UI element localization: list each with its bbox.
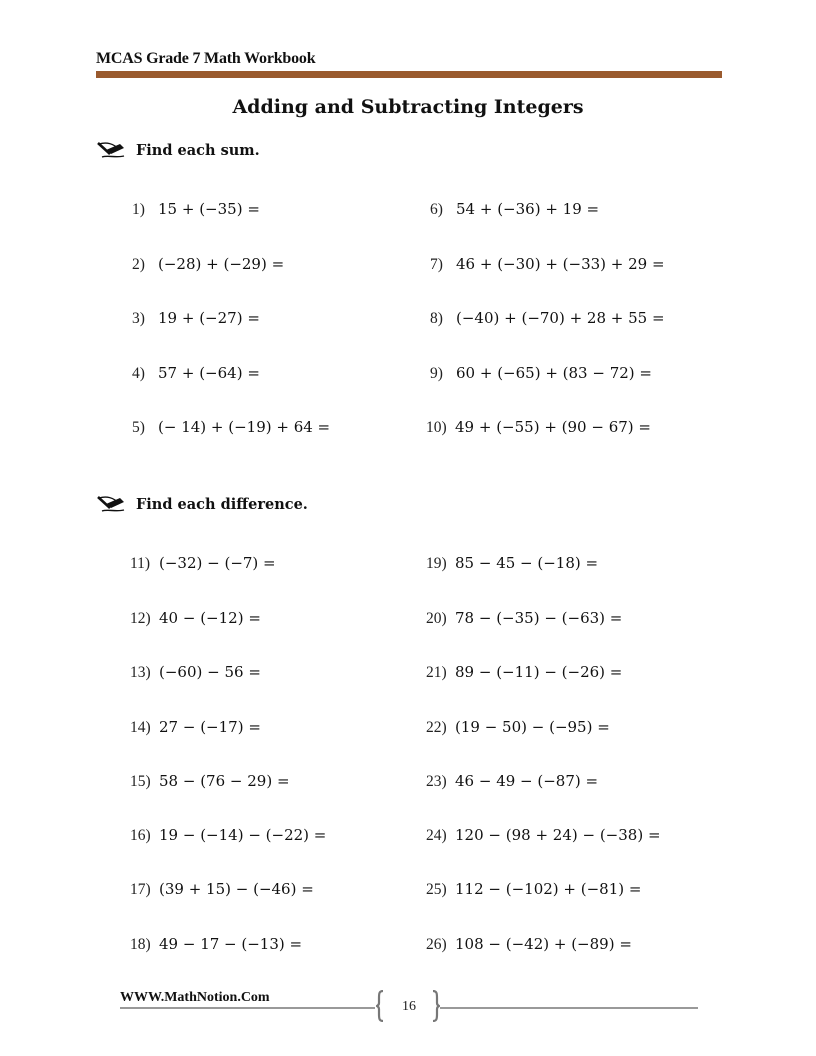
- problem-number: 25): [426, 881, 447, 898]
- section-label: Find each sum.: [136, 141, 260, 159]
- problem-number: 20): [426, 610, 447, 627]
- problem-expression: 58 − (76 − 29) =: [159, 772, 290, 790]
- problem-21: [426, 663, 622, 682]
- header-rule: [96, 71, 722, 78]
- problem-20: [426, 609, 622, 628]
- problem-number: 2): [132, 256, 145, 273]
- problem-number: 16): [130, 827, 151, 844]
- problem-expression: 120 − (98 + 24) − (−38) =: [455, 826, 661, 844]
- footer-website: WWW.MathNotion.Com: [120, 990, 270, 1005]
- problem-number: 17): [130, 881, 151, 898]
- right-bracket-icon: [432, 990, 440, 1022]
- problem-22: [426, 718, 610, 737]
- pencil-writing-icon: [96, 494, 126, 514]
- problem-16: [130, 826, 326, 845]
- problem-expression: 57 + (−64) =: [158, 364, 260, 382]
- problem-expression: (−40) + (−70) + 28 + 55 =: [456, 309, 665, 327]
- problem-2: [130, 255, 284, 274]
- problem-8: [428, 309, 665, 328]
- problem-5: [130, 418, 330, 437]
- section-heading-difference: [96, 493, 308, 515]
- problem-expression: (−28) + (−29) =: [158, 255, 285, 273]
- problem-3: [130, 309, 260, 328]
- problem-4: [130, 364, 260, 383]
- problem-number: 9): [430, 365, 443, 382]
- problem-15: [130, 772, 290, 791]
- section-label: Find each difference.: [136, 495, 308, 513]
- problem-13: [130, 663, 261, 682]
- problem-26: [426, 935, 632, 954]
- section-heading-sum: [96, 139, 260, 161]
- problem-17: [130, 880, 314, 899]
- workbook-title: MCAS Grade 7 Math Workbook: [96, 50, 316, 67]
- problem-expression: 19 − (−14) − (−22) =: [159, 826, 327, 844]
- problem-expression: 15 + (−35) =: [158, 200, 260, 218]
- problem-number: 13): [130, 664, 151, 681]
- problem-number: 15): [130, 773, 151, 790]
- problem-number: 7): [430, 256, 443, 273]
- problem-expression: 85 − 45 − (−18) =: [455, 554, 599, 572]
- problem-expression: 27 − (−17) =: [159, 718, 261, 736]
- problem-expression: 46 − 49 − (−87) =: [455, 772, 599, 790]
- problem-11: [130, 554, 276, 573]
- problem-expression: (19 − 50) − (−95) =: [455, 718, 610, 736]
- problem-expression: 46 + (−30) + (−33) + 29 =: [456, 255, 665, 273]
- page-title: Adding and Subtracting Integers: [232, 96, 584, 118]
- problem-expression: 40 − (−12) =: [159, 609, 261, 627]
- problem-expression: (39 + 15) − (−46) =: [159, 880, 314, 898]
- problem-number: 23): [426, 773, 447, 790]
- problem-number: 8): [430, 310, 443, 327]
- problem-number: 4): [132, 365, 145, 382]
- problem-expression: 19 + (−27) =: [158, 309, 260, 327]
- problem-25: [426, 880, 641, 899]
- footer-rule-left: [120, 1007, 375, 1009]
- problem-number: 1): [132, 201, 145, 218]
- problem-1: [130, 200, 260, 219]
- pencil-writing-icon: [96, 140, 126, 160]
- problem-expression: 49 + (−55) + (90 − 67) =: [455, 418, 651, 436]
- problem-number: 26): [426, 936, 447, 953]
- problem-24: [426, 826, 661, 845]
- problem-number: 3): [132, 310, 145, 327]
- problem-number: 5): [132, 419, 145, 436]
- problem-expression: 108 − (−42) + (−89) =: [455, 935, 632, 953]
- problem-expression: 78 − (−35) − (−63) =: [455, 609, 623, 627]
- problem-expression: 60 + (−65) + (83 − 72) =: [456, 364, 652, 382]
- problem-expression: 112 − (−102) + (−81) =: [455, 880, 642, 898]
- problem-number: 22): [426, 719, 447, 736]
- header-rule-bar: [96, 71, 722, 78]
- problem-number: 12): [130, 610, 151, 627]
- footer-rule-right: [440, 1007, 698, 1009]
- problem-number: 24): [426, 827, 447, 844]
- problem-6: [428, 200, 599, 219]
- problem-19: [426, 554, 598, 573]
- problem-10: [426, 418, 651, 437]
- problem-9: [428, 364, 652, 383]
- problem-18: [130, 935, 302, 954]
- problem-23: [426, 772, 598, 791]
- problem-number: 14): [130, 719, 151, 736]
- problem-expression: 49 − 17 − (−13) =: [159, 935, 303, 953]
- left-bracket-icon: [376, 990, 384, 1022]
- problem-number: 18): [130, 936, 151, 953]
- problem-expression: (−60) − 56 =: [159, 663, 261, 681]
- problem-14: [130, 718, 261, 737]
- problem-number: 19): [426, 555, 447, 572]
- page-number: 16: [402, 999, 416, 1014]
- problem-expression: (−32) − (−7) =: [159, 554, 276, 572]
- problem-12: [130, 609, 261, 628]
- problem-expression: 54 + (−36) + 19 =: [456, 200, 600, 218]
- problem-number: 10): [426, 419, 447, 436]
- problem-7: [428, 255, 665, 274]
- problem-number: 21): [426, 664, 447, 681]
- problem-number: 6): [430, 201, 443, 218]
- problem-expression: (− 14) + (−19) + 64 =: [158, 418, 331, 436]
- problem-number: 11): [130, 555, 151, 572]
- problem-expression: 89 − (−11) − (−26) =: [455, 663, 623, 681]
